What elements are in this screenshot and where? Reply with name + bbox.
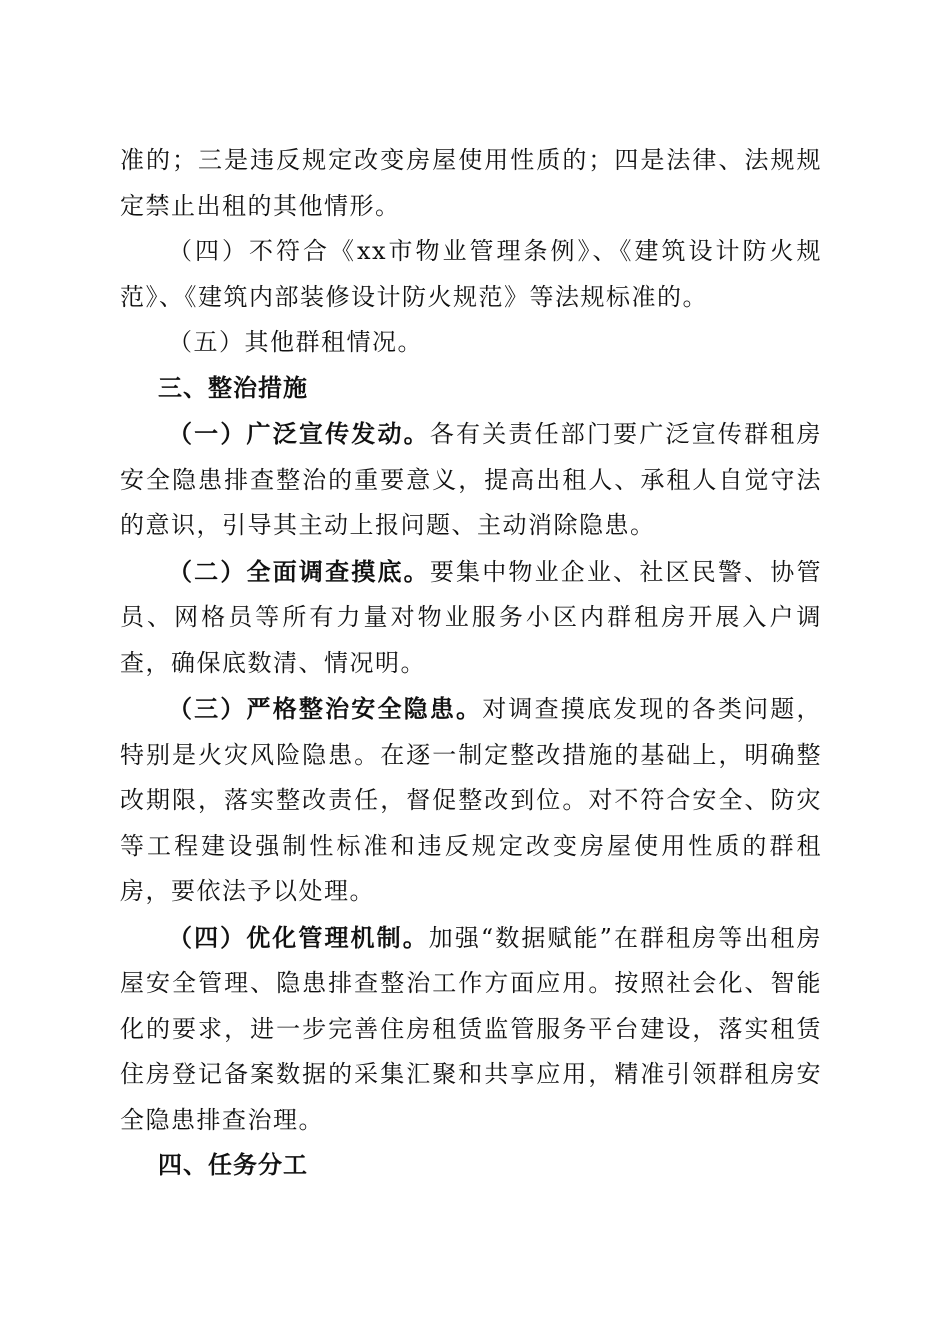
section-heading-3: 三、整治措施: [158, 373, 308, 402]
paragraph-text: 各有关责任部门要广泛宣传群租房安全隐患排查整治的重要意义，提高出租人、承租人自觉守法的意识，引导其主动上报问题、主动消除隐患。: [120, 420, 822, 539]
paragraph-lead: （二）全面调查摸底。: [168, 556, 430, 586]
paragraph-lead: （一）广泛宣传发动。: [168, 419, 430, 448]
paragraph-text: 准的；三是违反规定改变房屋使用性质的；四是法律、法规规定禁止出租的其他情形。: [120, 146, 822, 220]
paragraph-item-5-other: [120, 320, 822, 366]
paragraph-text: 加强“数据赋能”在群租房等出租房屋安全管理、隐患排查整治工作方面应用。按照社会化、智能化的要求，进一步完善住房租赁监管服务平台建设，落实租赁住房登记备案数据的采集汇聚和共享应用，精准引领群租房安全隐患排查治理。: [120, 923, 822, 1134]
paragraph-continuation: [120, 138, 822, 229]
paragraph-measure-1: [120, 411, 822, 549]
paragraph-lead: （四）优化管理机制。: [168, 922, 429, 952]
paragraph-item-4-standards: [120, 229, 822, 320]
paragraph-text: 对调查摸底发现的各类问题，特别是火灾风险隐患。在逐一制定整改措施的基础上，明确整改期限，落实整改责任，督促整改到位。对不符合安全、防灾等工程建设强制性标准和违反规定改变房屋使用性质的群租房，要依法予以处理。: [120, 695, 822, 905]
paragraph-measure-3: [120, 686, 822, 915]
paragraph-text: 要集中物业企业、社区民警、协管员、网格员等所有力量对物业服务小区内群租房开展入户调查，确保底数清、情况明。: [120, 557, 822, 677]
paragraph-text: （四）不符合《xx市物业管理条例》、《建筑设计防火规范》、《建筑内部装修设计防火规范》等法规标准的。: [120, 237, 822, 311]
paragraph-text: （五）其他群租情况。: [168, 328, 423, 356]
paragraph-measure-2: [120, 549, 822, 687]
paragraph-measure-4: [120, 915, 822, 1144]
document-body: [120, 138, 822, 1189]
section-heading-4: 四、任务分工: [158, 1151, 308, 1179]
paragraph-lead: （三）严格整治安全隐患。: [168, 694, 483, 723]
